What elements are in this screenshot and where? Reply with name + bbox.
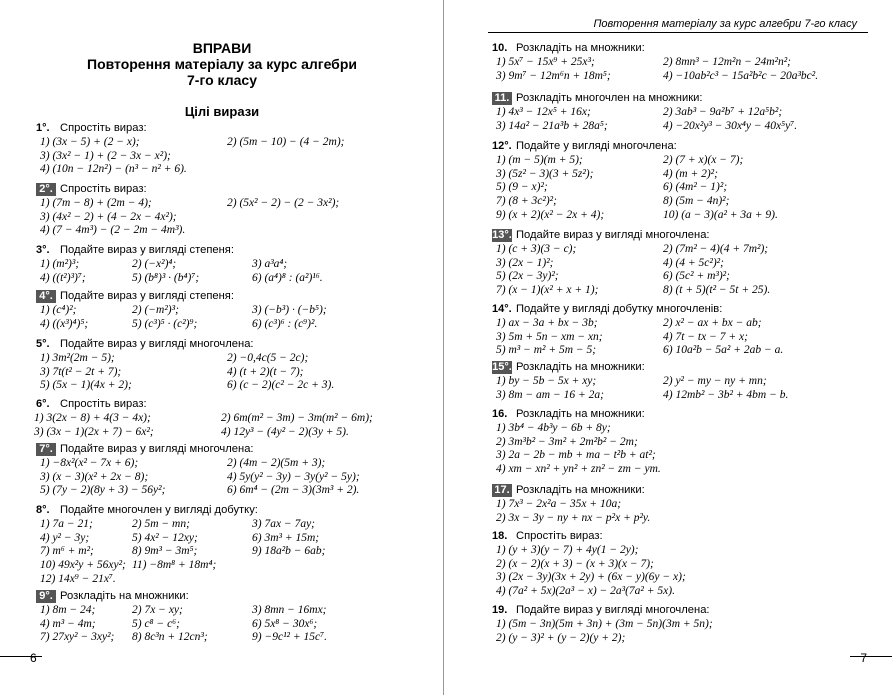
exercise-item: 3) 7t(t² − 2t + 7);: [40, 365, 122, 378]
right-page: [446, 0, 892, 695]
exercise-row: [492, 195, 778, 209]
exercise-item: 2) (x − 2)(x + 3) − (x + 3)(x − 7);: [496, 557, 654, 570]
exercise-item: 2) (−x²)⁴;: [132, 257, 177, 270]
exercise-10: [492, 604, 713, 645]
exercise-item: 9) (x + 2)(x² − 2x + 4);: [496, 208, 605, 221]
exercise-item: 3) 9m⁷ − 12m⁶n + 18m⁵;: [496, 69, 611, 82]
exercise-item: 4) ((t²)³)⁷;: [40, 271, 86, 284]
exercise-item: 4) (10n − 12n²) − (n³ − n² + 6).: [40, 163, 187, 176]
exercise-8: [36, 504, 326, 587]
exercise-row: [36, 352, 334, 366]
exercise-row: [492, 284, 770, 298]
exercise-1: [492, 42, 818, 83]
exercise-row: [492, 70, 818, 84]
exercise-row: [34, 426, 373, 440]
exercise-row: [36, 136, 345, 150]
exercise-item: 1) 7a − 21;: [40, 517, 93, 530]
exercise-8: [492, 484, 650, 525]
exercise-number: 6°.: [36, 398, 50, 410]
exercise-item: 1) ax − 3a + bx − 3b;: [496, 316, 598, 329]
exercise-item: 1) (5m − 3n)(5m + 3n) + (3m − 5n)(3m + 5n);: [496, 617, 713, 630]
exercise-item: 7) (x − 1)(x² + x + 1);: [496, 284, 599, 297]
exercise-row: [36, 224, 339, 238]
exercise-item: 8) (t + 5)(t² − 5t + 25).: [663, 284, 771, 297]
exercise-4: [492, 229, 770, 298]
exercise-item: 5) (c³)⁵ · (c²)⁹;: [132, 317, 198, 330]
exercise-row: [492, 344, 783, 358]
exercise-item: 5) (2x − 3y)²;: [496, 270, 559, 283]
exercise-item: 1) 7x³ − 2x²a − 35x + 10a;: [496, 497, 622, 510]
exercise-item: 4) 7t − tx − 7 + x;: [663, 330, 748, 343]
exercise-row: [36, 631, 327, 645]
exercise-item: 1) 4x³ − 12x⁵ + 16x;: [496, 105, 591, 118]
exercise-item: 3) 5m + 5n − xm − xn;: [496, 330, 603, 343]
exercise-row: [36, 604, 327, 618]
exercise-item: 2) 3ab³ − 9a²b⁷ + 12a⁵b²;: [663, 105, 783, 118]
exercise-item: 3) 8mn − 16mx;: [252, 603, 327, 616]
exercise-item: 8) 8c³n + 12cn³;: [132, 631, 208, 644]
exercise-prompt: Спростіть вираз:: [516, 530, 603, 542]
exercise-number: 7°.: [36, 443, 56, 456]
exercise-row: [492, 498, 650, 512]
exercise-item: 6) 5x⁸ − 30x⁶;: [252, 617, 318, 630]
exercise-row: [36, 272, 323, 286]
exercise-5: [36, 338, 334, 393]
exercise-number: 11.: [492, 92, 512, 105]
exercise-item: 6) 6m⁴ − (2m − 3)(3m³ + 2).: [227, 484, 360, 497]
exercise-3: [492, 140, 778, 223]
exercise-item: 8) 9m³ − 3m⁵;: [132, 545, 198, 558]
exercise-row: [36, 559, 326, 573]
exercise-row: [492, 331, 783, 345]
exercise-row: [492, 257, 770, 271]
exercise-prompt: Розкладіть на множники:: [60, 590, 189, 602]
exercise-item: 6) (c − 2)(c² − 2c + 3).: [227, 379, 335, 392]
exercise-prompt: Розкладіть на множники:: [516, 484, 645, 496]
exercise-row: [492, 270, 770, 284]
page-number: 6: [30, 651, 37, 665]
exercise-item: 1) (c⁴)²;: [40, 303, 77, 316]
exercise-item: 10) (a − 3)(a² + 3a + 9).: [663, 208, 778, 221]
exercise-item: 3) (−b³) · (−b⁵);: [252, 303, 327, 316]
exercise-item: 4) 12y³ − (4y² − 2)(3y + 5).: [221, 425, 349, 438]
exercise-item: 2) (5m − 10) − (4 − 2m);: [227, 135, 345, 148]
exercise-number: 12°.: [492, 140, 512, 152]
exercise-item: 4) ((x³)⁴)⁵;: [40, 317, 89, 330]
exercise-5: [492, 303, 783, 358]
exercise-number: 2°.: [36, 183, 56, 196]
exercise-item: 5) 4x² − 12xy;: [132, 531, 198, 544]
subsection-title: Цілі вирази: [184, 104, 260, 119]
exercise-item: 2) y² − my − ny + mn;: [663, 374, 767, 387]
exercise-item: 2) x² − ax + bx − ab;: [663, 316, 762, 329]
exercise-row: [492, 558, 686, 572]
exercise-row: [492, 154, 778, 168]
section-title-line2: 7-го класу: [187, 72, 257, 88]
exercise-item: 5) (5x − 1)(4x + 2);: [40, 379, 132, 392]
exercise-number: 16.: [492, 408, 508, 420]
exercise-item: 3) (2x − 1)²;: [496, 256, 554, 269]
exercise-item: 6) (a⁴)⁸ : (a²)¹⁶.: [252, 271, 323, 284]
exercise-item: 2) (y − 3)² + (y − 2)(y + 2);: [496, 631, 626, 644]
exercise-prompt: Розкладіть многочлен на множники:: [516, 92, 703, 104]
exercise-item: 6) 10a²b − 5a² + 2ab − a.: [663, 344, 784, 357]
running-head: Повторення матеріалу за курс алгебри 7-го класу: [593, 18, 857, 30]
exercise-prompt: Подайте вираз у вигляді многочлена:: [60, 338, 254, 350]
exercise-row: [492, 618, 713, 632]
exercise-row: [36, 484, 360, 498]
exercise-prompt: Розкладіть на множники:: [516, 361, 645, 373]
exercise-item: 3) (3x² − 1) + (2 − 3x − x²);: [40, 149, 171, 162]
exercise-item: 2) 8mn³ − 12m²n − 24m²n²;: [663, 55, 792, 68]
exercise-item: 4) m³ − 4m;: [40, 617, 96, 630]
exercise-prompt: Розкладіть на множники:: [516, 408, 645, 420]
exercise-item: 3) a³a⁴;: [252, 257, 288, 270]
exercise-row: [36, 532, 326, 546]
exercise-2: [36, 183, 339, 238]
exercise-row: [36, 457, 360, 471]
section-title-line1: Повторення матеріалу за курс алгебри: [87, 56, 357, 72]
page-heading: ВПРАВИ: [192, 40, 252, 56]
exercise-item: 1) 3(2x − 8) + 4(3 − 4x);: [34, 411, 151, 424]
exercise-item: 1) (m − 5)(m + 5);: [496, 153, 583, 166]
exercise-3: [36, 244, 323, 285]
exercise-item: 4) xm − xn² + yn² + zn² − zm − ym.: [496, 463, 661, 476]
exercise-item: 11) −8m⁸ + 18m⁴;: [132, 559, 217, 572]
exercise-item: 6) (c³)⁶ : (c⁹)².: [252, 317, 318, 330]
exercise-item: 2) (5x² − 2) − (2 − 3x²);: [227, 196, 340, 209]
exercise-item: 3) (4x² − 2) + (4 − 2x − 4x²);: [40, 210, 177, 223]
exercise-number: 18.: [492, 530, 508, 542]
exercise-item: 2) 7x − xy;: [132, 603, 183, 616]
exercise-item: 3) 8m − am − 16 + 2a;: [496, 388, 604, 401]
section-title: [32, 56, 412, 88]
exercise-item: 5) m³ − m² + 5m − 5;: [496, 344, 597, 357]
exercise-row: [36, 379, 334, 393]
exercise-item: 12) 14x⁹ − 21x⁷.: [40, 572, 116, 585]
exercise-prompt: Подайте вираз у вигляді многочлена:: [516, 229, 710, 241]
exercise-item: 1) 5x⁷ − 15x⁹ + 25x³;: [496, 55, 595, 68]
exercise-item: 6) 3m³ + 15m;: [252, 531, 320, 544]
exercise-item: 5) c⁸ − c⁶;: [132, 617, 180, 630]
exercise-item: 2) (7 + x)(x − 7);: [663, 153, 744, 166]
exercise-prompt: Подайте многочлен у вигляді добутку:: [60, 504, 258, 516]
exercise-item: 3) (5z² − 3)(3 + 5z²);: [496, 167, 594, 180]
exercise-item: 4) (7 − 4m³) − (2 − 2m − 4m³).: [40, 224, 186, 237]
exercise-number: 1°.: [36, 122, 50, 134]
exercise-row: [36, 366, 334, 380]
exercise-item: 9) 18a²b − 6ab;: [252, 545, 326, 558]
exercise-row: [36, 618, 327, 632]
exercise-row: [492, 422, 661, 436]
exercise-item: 5) (b⁸)³ · (b⁴)⁷;: [132, 271, 200, 284]
exercise-row: [492, 209, 778, 223]
exercise-number: 10.: [492, 42, 508, 54]
exercise-1: [36, 122, 345, 177]
exercise-item: 2) 5m − mn;: [132, 517, 190, 530]
exercise-item: 3) (2x − 3y)(3x + 2y) + (6x − y)(6y − x);: [496, 571, 686, 584]
exercise-item: 2) 6m(m² − 3m) − 3m(m² − 6m);: [221, 411, 373, 424]
exercise-number: 9°.: [36, 590, 56, 603]
exercise-item: 4) 12mb² − 3b² + 4bm − b.: [663, 388, 789, 401]
exercise-row: [492, 181, 778, 195]
exercise-number: 17.: [492, 484, 512, 497]
exercise-row: [36, 211, 339, 225]
exercise-item: 6) (5c² + m³)²;: [663, 270, 730, 283]
exercise-number: 13°.: [492, 229, 512, 242]
exercise-item: 7) (8 + 3c²)²;: [496, 195, 557, 208]
exercise-row: [492, 389, 788, 403]
footer-rule: [850, 656, 892, 657]
exercise-item: 1) (3x − 5) + (2 − x);: [40, 135, 140, 148]
exercise-prompt: Спростіть вираз:: [60, 122, 147, 134]
exercise-row: [36, 258, 323, 272]
exercise-7: [36, 443, 360, 498]
exercise-row: [34, 412, 373, 426]
exercise-row: [36, 304, 327, 318]
exercise-row: [492, 436, 661, 450]
exercise-item: 1) (y + 3)(y − 7) + 4y(1 − 2y);: [496, 543, 639, 556]
exercise-number: 4°.: [36, 290, 56, 303]
exercise-row: [36, 197, 339, 211]
exercise-row: [36, 545, 326, 559]
exercise-item: 2) (4m − 2)(5m + 3);: [227, 456, 326, 469]
exercise-item: 2) −0,4c(5 − 2c);: [227, 351, 309, 364]
exercise-item: 3) 2a − 2b − mb + ma − t²b + at²;: [496, 449, 656, 462]
exercise-row: [492, 585, 686, 599]
exercise-item: 1) (7m − 8) + (2m − 4);: [40, 196, 152, 209]
exercise-item: 5) (9 − x)²;: [496, 181, 548, 194]
exercise-item: 4) −10ab²c³ − 15a²b²c − 20a³bc².: [663, 69, 819, 82]
exercise-item: 1) 3b⁴ − 4b³y − 6b + 8y;: [496, 421, 611, 434]
exercise-item: 1) 8m − 24;: [40, 603, 96, 616]
exercise-row: [492, 56, 818, 70]
exercise-row: [36, 150, 345, 164]
exercise-item: 9) −9c¹² + 15c⁷.: [252, 631, 327, 644]
exercise-row: [36, 518, 326, 532]
exercise-row: [492, 571, 686, 585]
exercise-2: [492, 92, 797, 133]
exercise-9: [492, 530, 686, 599]
exercise-number: 14°.: [492, 303, 512, 315]
exercise-row: [492, 168, 778, 182]
exercise-row: [492, 375, 788, 389]
exercise-item: 3) 14a² − 21a³b + 28a⁵;: [496, 119, 608, 132]
exercise-row: [492, 317, 783, 331]
exercise-prompt: Подайте у вигляді добутку многочленів:: [516, 303, 723, 315]
exercise-item: 1) 3m²(2m − 5);: [40, 351, 115, 364]
exercise-item: 10) 49x²y + 56xy²;: [40, 559, 126, 572]
exercise-row: [36, 318, 327, 332]
exercise-item: 4) 5y(y² − 3y) − 3y(y² − 5y);: [227, 470, 360, 483]
exercise-prompt: Спростіть вираз:: [60, 398, 147, 410]
exercise-6: [492, 361, 788, 402]
exercise-6: [36, 398, 373, 439]
exercise-row: [492, 632, 713, 646]
exercise-item: 3) (x − 3)(x² + 2x − 8);: [40, 470, 149, 483]
exercise-item: 1) −8x²(x² − 7x + 6);: [40, 456, 139, 469]
exercise-item: 1) (m²)³;: [40, 257, 80, 270]
exercise-prompt: Подайте вираз у вигляді степеня:: [60, 244, 234, 256]
exercise-prompt: Спростіть вираз:: [60, 183, 147, 195]
exercise-row: [492, 463, 661, 477]
exercise-row: [36, 163, 345, 177]
exercise-item: 6) (4m² − 1)²;: [663, 181, 728, 194]
exercise-item: 1) by − 5b − 5x + xy;: [496, 374, 597, 387]
exercise-item: 2) 3m³b² − 3m² + 2m²b² − 2m;: [496, 435, 638, 448]
exercise-number: 3°.: [36, 244, 50, 256]
exercise-row: [36, 471, 360, 485]
exercise-item: 3) 7ax − 7ay;: [252, 517, 316, 530]
exercise-item: 8) (5m − 4n)²;: [663, 195, 730, 208]
exercise-item: 3) (3x − 1)(2x + 7) − 6x²;: [34, 425, 154, 438]
exercise-item: 4) (m + 2)²;: [663, 167, 718, 180]
exercise-row: [492, 106, 797, 120]
exercise-item: 2) (7m² − 4)(4 + 7m²);: [663, 242, 769, 255]
page-gutter: [443, 0, 444, 695]
exercise-row: [36, 573, 326, 587]
exercise-item: 4) (t + 2)(t − 7);: [227, 365, 304, 378]
exercise-row: [492, 120, 797, 134]
exercise-number: 15°.: [492, 361, 512, 374]
exercise-9: [36, 590, 327, 645]
exercise-row: [492, 449, 661, 463]
exercise-prompt: Подайте у вигляді многочлена:: [516, 140, 677, 152]
exercise-item: 4) y² − 3y;: [40, 531, 90, 544]
exercise-prompt: Розкладіть на множники:: [516, 42, 645, 54]
exercise-item: 4) −20x²y³ − 30x⁴y − 40x⁵y⁷.: [663, 119, 798, 132]
exercise-prompt: Подайте вираз у вигляді многочлена:: [60, 443, 254, 455]
exercise-row: [492, 512, 650, 526]
exercise-number: 8°.: [36, 504, 50, 516]
exercise-7: [492, 408, 661, 477]
exercise-item: 2) (−m²)³;: [132, 303, 179, 316]
exercise-row: [492, 544, 686, 558]
header-rule: [488, 32, 868, 33]
exercise-item: 2) 3x − 3y − ny + nx − p²x + p²y.: [496, 511, 651, 524]
exercise-item: 7) 27xy² − 3xy²;: [40, 631, 115, 644]
exercise-prompt: Подайте вираз у вигляді степеня:: [60, 290, 234, 302]
exercise-number: 19.: [492, 604, 508, 616]
exercise-prompt: Подайте вираз у вигляді многочлена:: [516, 604, 710, 616]
page-number: 7: [860, 651, 867, 665]
exercise-number: 5°.: [36, 338, 50, 350]
exercise-4: [36, 290, 327, 331]
exercise-item: 1) (c + 3)(3 − c);: [496, 242, 577, 255]
exercise-item: 4) (4 + 5c²)²;: [663, 256, 724, 269]
exercise-item: 7) m⁶ + m²;: [40, 545, 94, 558]
exercise-row: [492, 243, 770, 257]
exercise-item: 5) (7y − 2)(8y + 3) − 56y²;: [40, 484, 166, 497]
exercise-item: 4) (7a² + 5x)(2a³ − x) − 2a³(7a² + 5x).: [496, 585, 675, 598]
